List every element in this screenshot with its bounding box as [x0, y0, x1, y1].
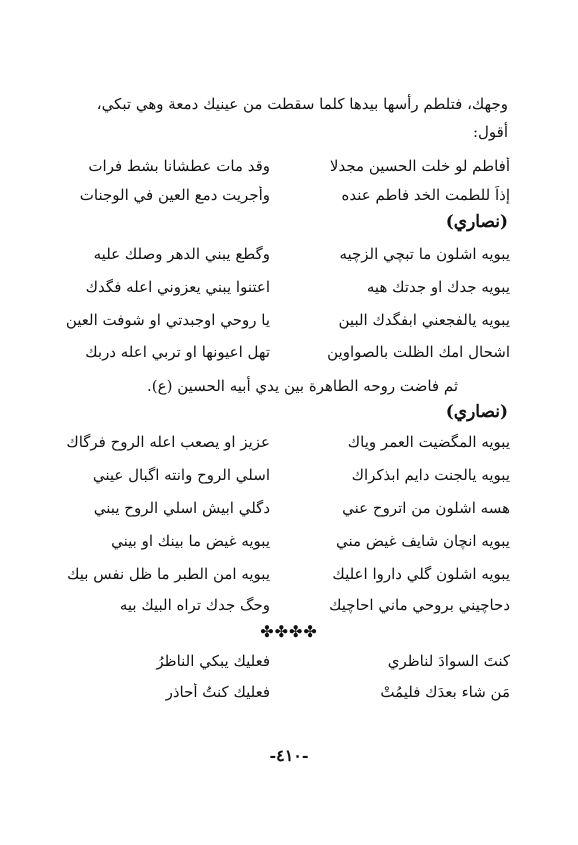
verse-first-hemistich: يبويه يالفجعني ابفگدك البين: [338, 311, 510, 329]
verse-second-hemistich: دگلي ابيش اسلي الروح يبني: [93, 499, 270, 517]
verse-line: [60, 245, 510, 273]
section-heading: (نصاري): [445, 212, 508, 232]
verse-second-hemistich: اعتنوا يبني يعزوني اعله فگدك: [85, 278, 270, 296]
verse-line: [60, 186, 510, 214]
verse-first-hemistich: مَن شاء بعدَك فليمُتْ: [380, 683, 510, 701]
verse-line: [60, 652, 510, 680]
verse-line: [60, 499, 510, 527]
verse-line: [60, 532, 510, 560]
verse-first-hemistich: اشحال امك الظلت بالصواوين: [327, 343, 510, 361]
verse-first-hemistich: كنتَ السوادَ لناظري: [387, 652, 510, 670]
verse-first-hemistich: يبويه يالجنت دايم ابذكراك: [351, 466, 510, 484]
verse-second-hemistich: فعليك كنتُ أحاذر: [165, 683, 270, 701]
verse-first-hemistich: هسه اشلون من اتروح عني: [342, 499, 510, 517]
verse-first-hemistich: دحاچيني بروحي ماني احاچيك: [329, 596, 510, 614]
narration-line: ثم فاضت روحه الطاهرة بين يدي أبيه الحسين (ع).: [147, 377, 458, 395]
opening-paragraph: [63, 90, 508, 146]
section-heading: (نصاري): [445, 402, 508, 422]
verse-line: [60, 433, 510, 461]
verse-second-hemistich: يبويه غيض ما بينك او بيني: [111, 532, 270, 550]
verse-first-hemistich: أفاطم لو خلت الحسين مجدلا: [329, 157, 510, 175]
verse-line: [60, 683, 510, 711]
verse-second-hemistich: يبويه امن الطبر ما ظل نفس بيك: [67, 565, 270, 583]
verse-line: [60, 343, 510, 371]
verse-second-hemistich: وقد مات عطشانا بشط فرات: [88, 157, 270, 175]
verse-second-hemistich: اسلي الروح وانته اگبال عيني: [92, 466, 270, 484]
verse-second-hemistich: تهل اعيونها او تربي اعله دربك: [85, 343, 270, 361]
verse-line: [60, 311, 510, 339]
opening-line-2: أقول:: [472, 123, 508, 141]
verse-first-hemistich: يبويه اشلون ما تبچي الزچيه: [339, 245, 510, 263]
verse-first-hemistich: يبويه المگضيت العمر وياك: [347, 433, 510, 451]
verse-second-hemistich: وحگ جدك تراه البيك بيه: [119, 596, 270, 614]
verse-first-hemistich: يبويه جدك او جدتك هيه: [366, 278, 510, 296]
verse-line: [60, 565, 510, 593]
verse-first-hemistich: يبويه انچان شايف غيض مني: [335, 532, 510, 550]
page-number: -٤١٠-: [269, 746, 309, 765]
verse-second-hemistich: عزيز او يصعب اعله الروح فرگاك: [66, 433, 270, 451]
verse-second-hemistich: وأجريت دمع العين في الوجنات: [79, 186, 270, 204]
verse-second-hemistich: فعليك يبكي الناظرُ: [156, 652, 270, 670]
verse-second-hemistich: يا روحي اوجبدتي او شوفت العين: [65, 311, 270, 329]
verse-line: [60, 157, 510, 185]
verse-first-hemistich: يبويه اشلون گلي داروا اعليك: [332, 565, 510, 583]
verse-line: [60, 278, 510, 306]
verse-line: [60, 596, 510, 624]
verse-first-hemistich: إذاً للطمت الخد فاطم عنده: [341, 186, 510, 204]
verse-second-hemistich: وگطع يبني الدهر وصلك عليه: [93, 245, 270, 263]
verse-line: [60, 466, 510, 494]
opening-line-1: وجهك، فتلطم رأسها بيدها كلما سقطت من عينيك دمعة وهي تبكي،: [96, 95, 508, 113]
ornament-divider: ✤✤✤✤: [260, 622, 318, 641]
